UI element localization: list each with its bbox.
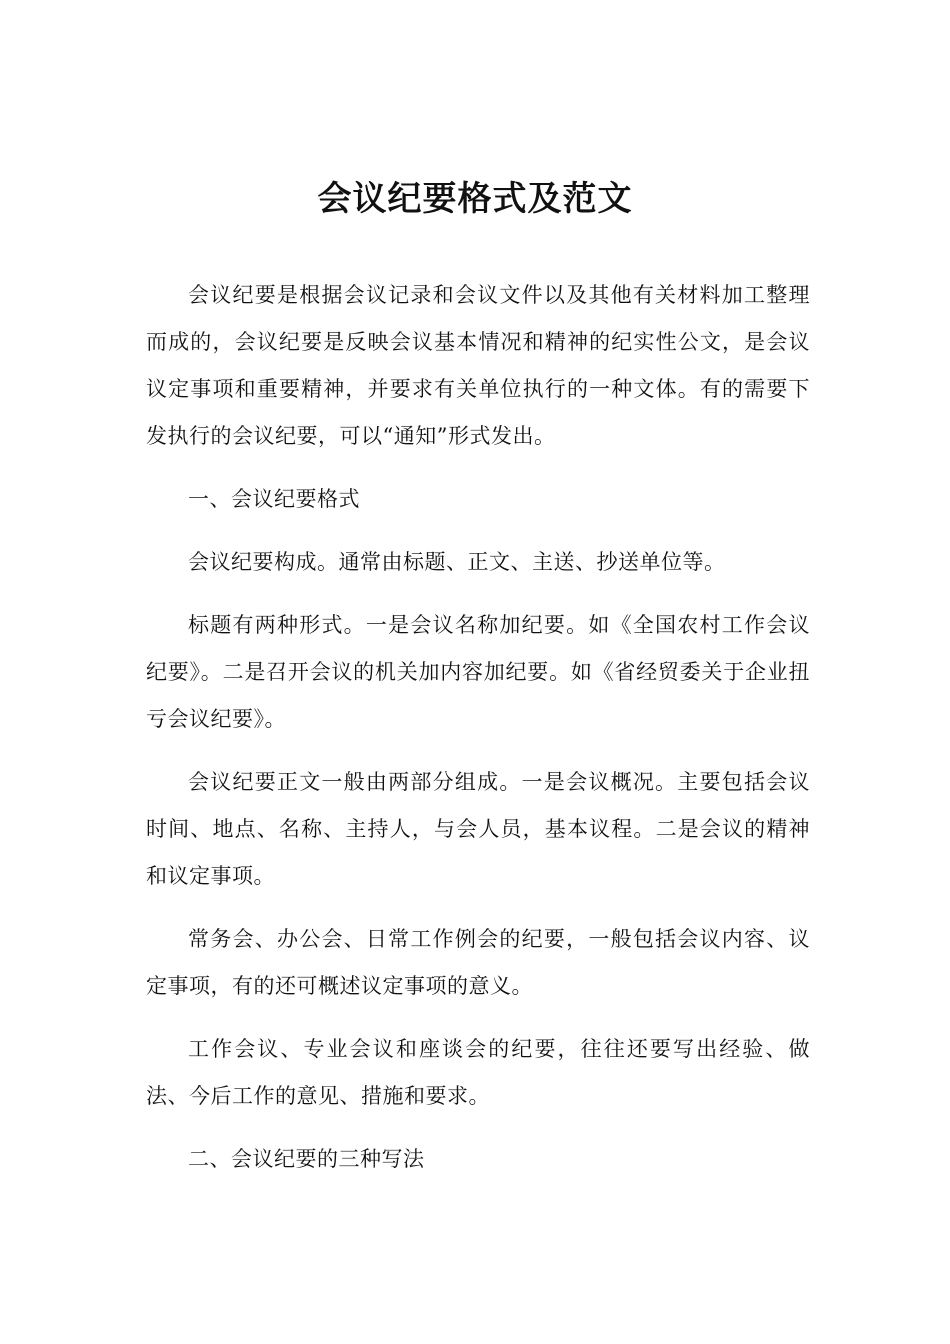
paragraph-composition: 会议纪要构成。通常由标题、正文、主送、抄送单位等。	[188, 550, 726, 574]
paragraph-intro: 会议纪要是根据会议记录和会议文件以及其他有关材料加工整理而成的，会议纪要是反映会议基本情况和精神的纪实性公文，是会议议定事项和重要精神，并要求有关单位执行的一种文体。有的需要下发执行的会议纪要，可以“通知”形式发出。	[146, 283, 810, 448]
paragraph-body-parts: 会议纪要正文一般由两部分组成。一是会议概况。主要包括会议时间、地点、名称、主持人，与会人员，基本议程。二是会议的精神和议定事项。	[146, 770, 810, 888]
document-body	[146, 272, 810, 1199]
section-heading-methods: 二、会议纪要的三种写法	[188, 1147, 425, 1171]
section-heading-format: 一、会议纪要格式	[188, 487, 360, 511]
paragraph-work-meetings: 工作会议、专业会议和座谈会的纪要，往往还要写出经验、做法、今后工作的意见、措施和要求。	[146, 1037, 810, 1108]
paragraph-routine-meetings: 常务会、办公会、日常工作例会的纪要，一般包括会议内容、议定事项，有的还可概述议定事项的意义。	[146, 927, 810, 998]
paragraph-title-forms: 标题有两种形式。一是会议名称加纪要。如《全国农村工作会议纪要》。二是召开会议的机关加内容加纪要。如《省经贸委关于企业扭亏会议纪要》。	[146, 613, 810, 731]
page-title: 会议纪要格式及范文	[317, 178, 633, 219]
